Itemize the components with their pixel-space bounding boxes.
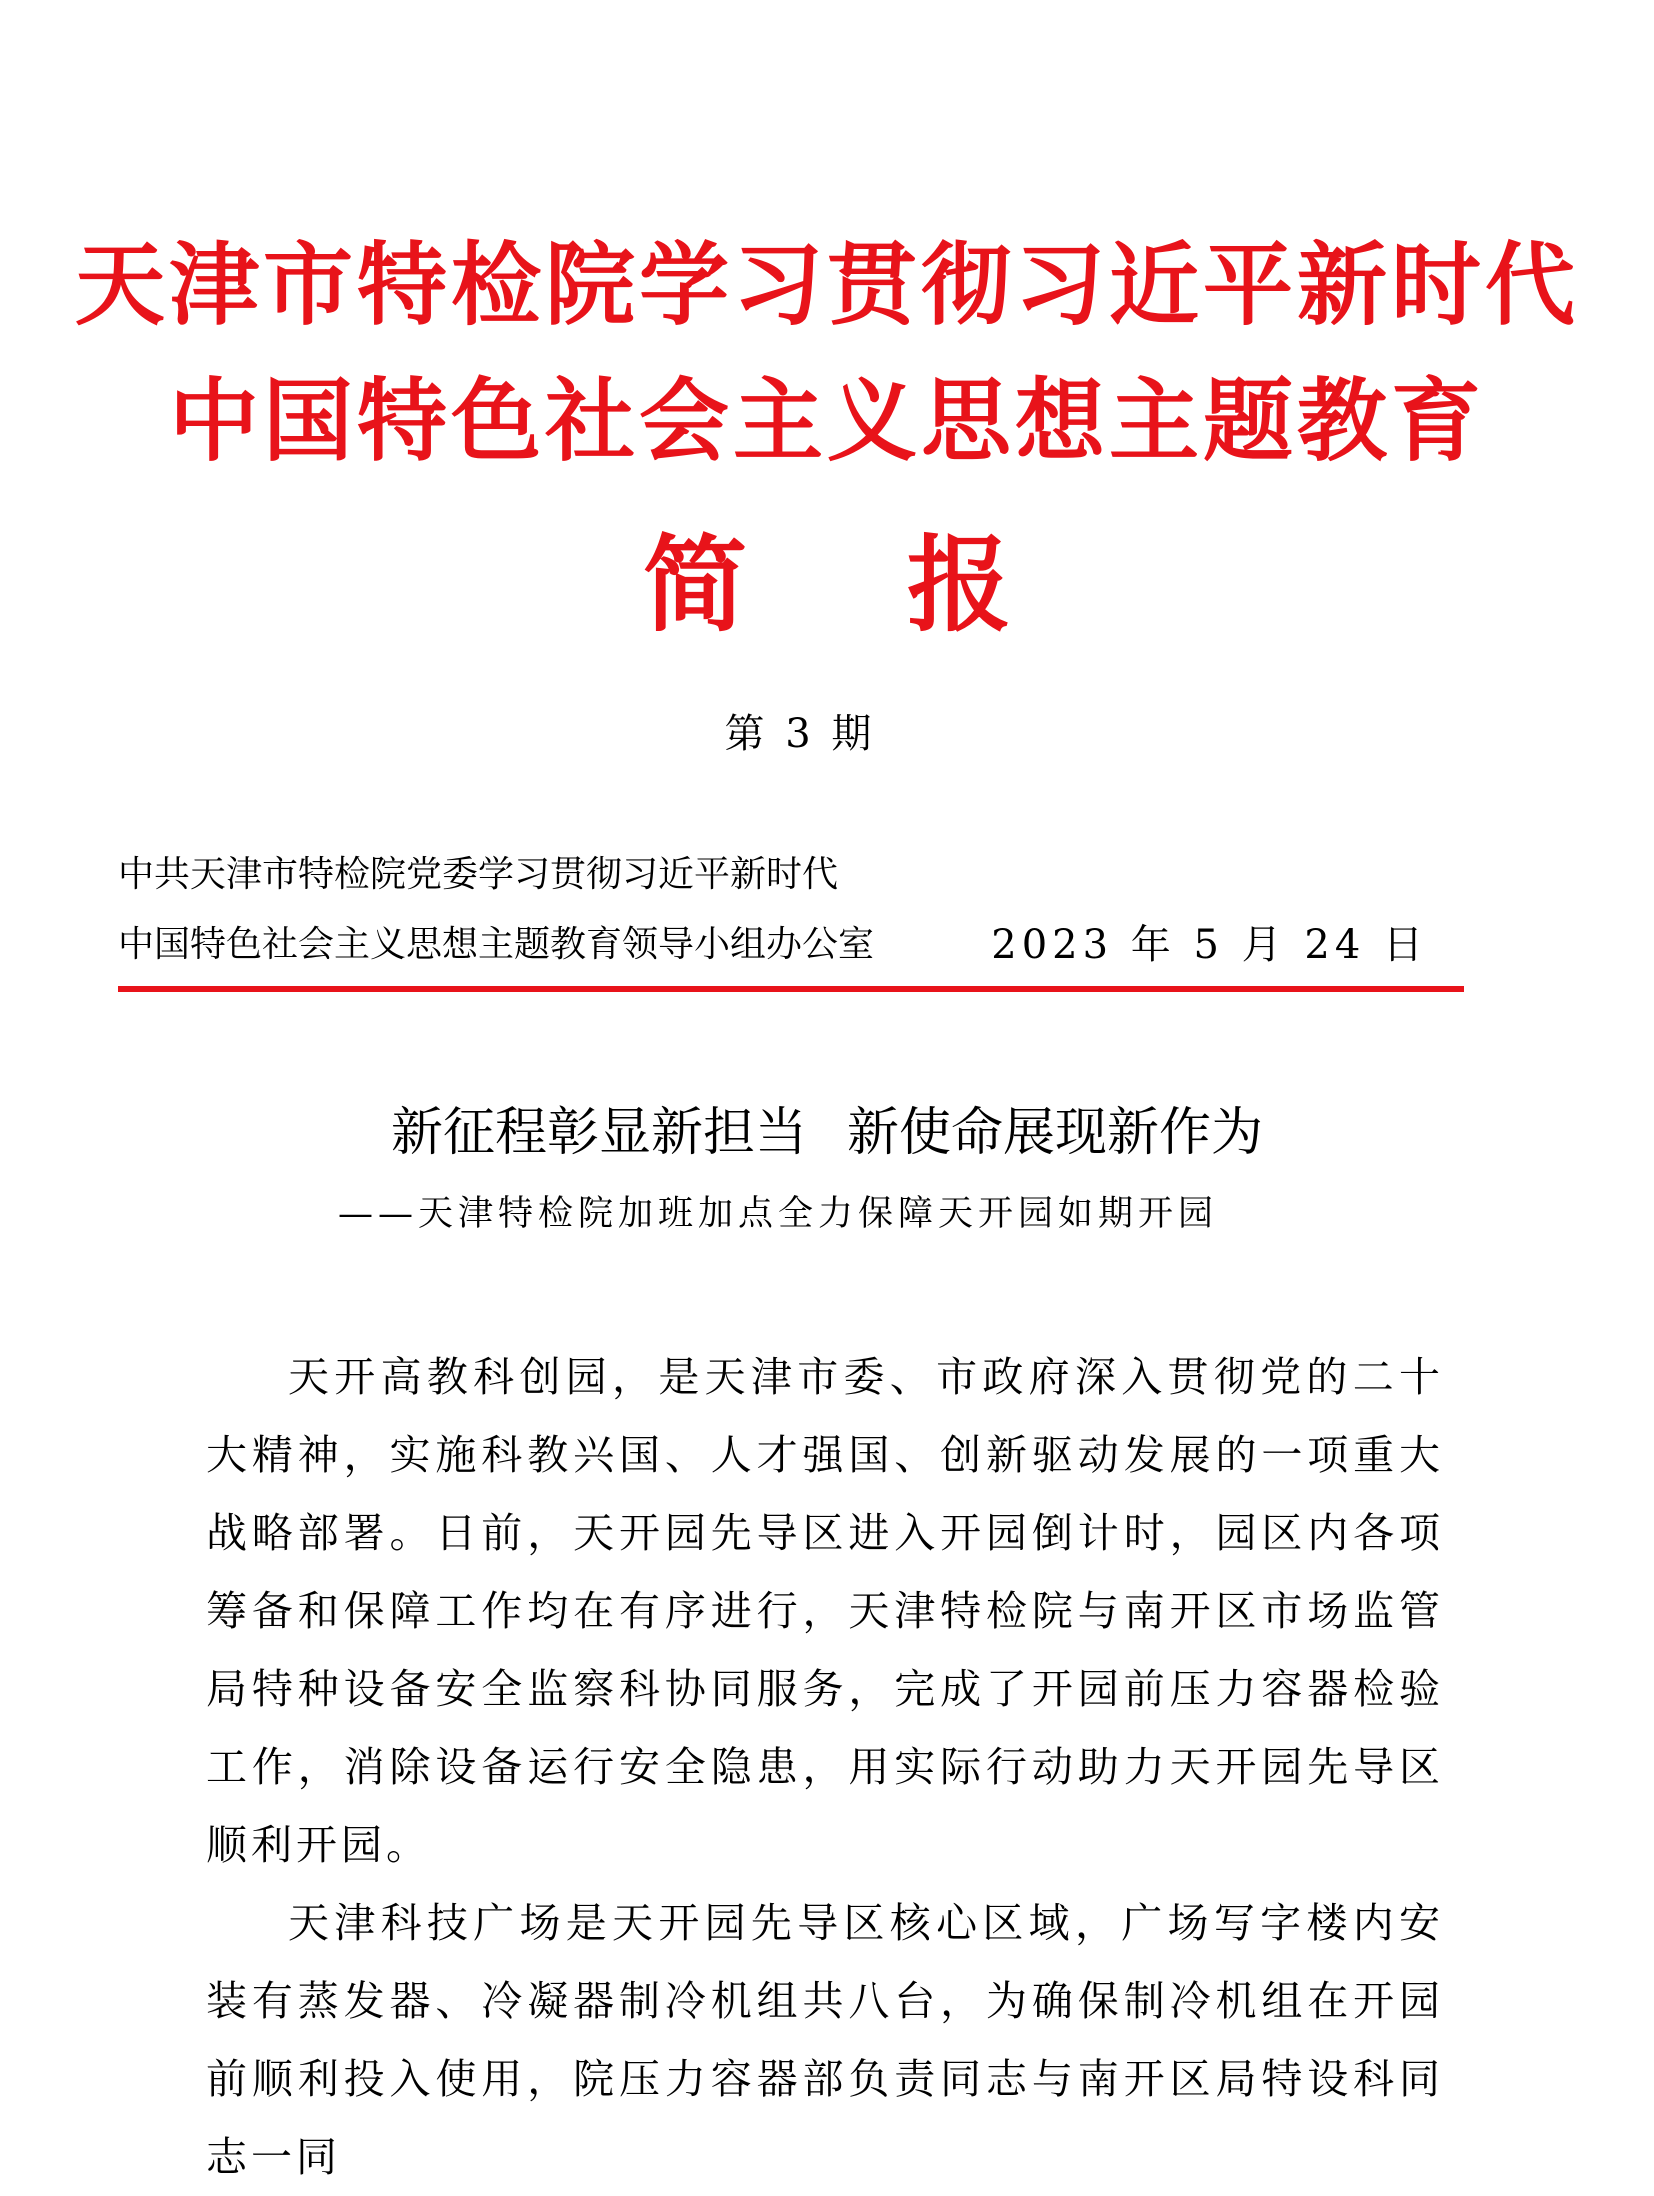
paragraph: 天津科技广场是天开园先导区核心区域，广场写字楼内安装有蒸发器、冷凝器制冷机组共八台，为确保制冷机组在开园前顺利投入使用，院压力容器部负责同志与南开区局特设科同志一同: [206, 1899, 1444, 2181]
issue-date: 2023 年 5 月 24 日: [991, 922, 1428, 968]
issuer-block: [118, 840, 874, 980]
red-divider: [118, 986, 1464, 992]
bulletin-title-line-1: 天津市特检院学习贯彻习近平新时代: [75, 233, 1579, 338]
issue-number: 第 3 期: [724, 711, 876, 757]
paragraph: 天开高教科创园，是天津市委、市政府深入贯彻党的二十大精神，实施科教兴国、人才强国、创新驱动发展的一项重大战略部署。日前，天开园先导区进入开园倒计时，园区内各项筹备和保障工作均在有序进行，天津特检院与南开区市场监管局特种设备安全监察科协同服务，完成了开园前压力容器检验工作，消除设备运行安全隐患，用实际行动助力天开园先导区顺利开园。: [206, 1353, 1444, 1869]
bulletin-heading: [0, 520, 1654, 650]
article-subtitle: ——天津特检院加班加点全力保障天开园如期开园: [338, 1194, 1219, 1234]
bulletin-title-line-2: 中国特色社会主义思想主题教育: [169, 369, 1485, 474]
article-body: [206, 1338, 1444, 2196]
issuer-line-1: 中共天津市特检院党委学习贯彻习近平新时代: [118, 854, 839, 895]
issuer-line-2: 中国特色社会主义思想主题教育领导小组办公室: [118, 924, 875, 965]
article-title-part-2: 新使命展现新作为: [847, 1103, 1264, 1163]
bulletin-title: [0, 218, 1654, 490]
article-title-part-1: 新征程彰显新担当: [390, 1103, 807, 1163]
bulletin-heading-char-2: 报: [907, 524, 1012, 646]
article-title: [0, 1098, 1654, 1168]
bulletin-heading-char-1: 简: [642, 524, 747, 646]
